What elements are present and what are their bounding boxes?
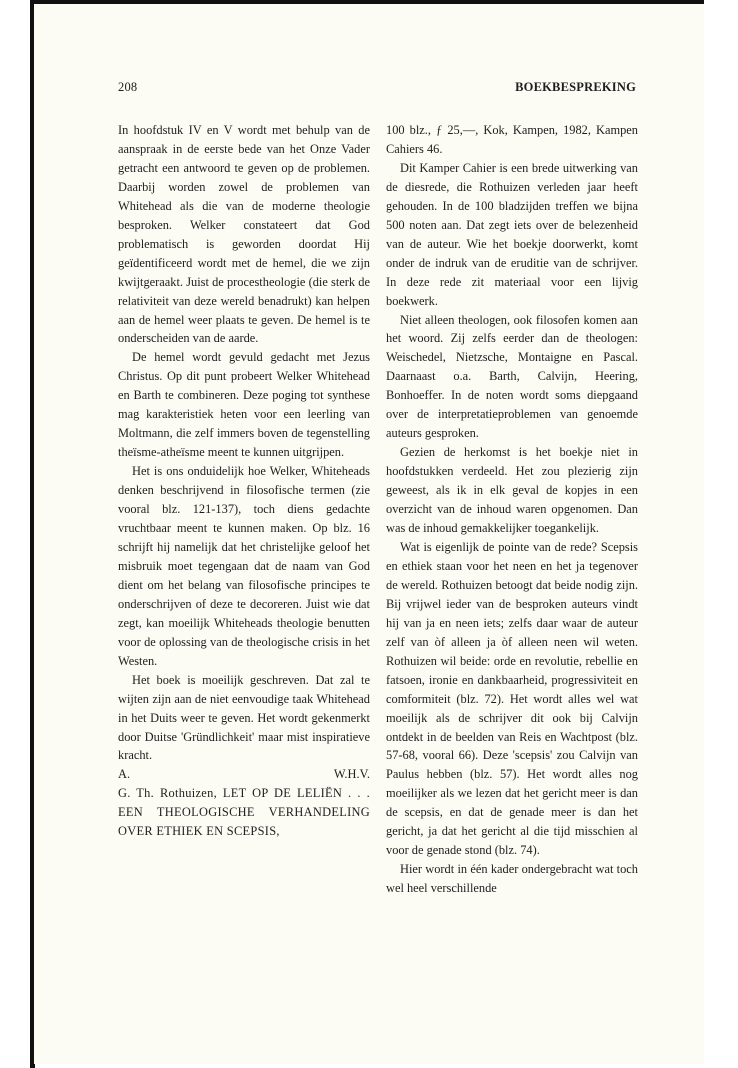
- right-column: [386, 121, 638, 898]
- paragraph: Gezien de herkomst is het boekje niet in hoofdstukken verdeeld. Het zou plezierig zijn geweest, als ik in elk geval de kopjes in een overzicht van de inhoud waren opgenomen. Dan was de inhoud gemakkelijker toegankelijk.: [386, 445, 638, 536]
- paragraph: Niet alleen theologen, ook filosofen komen aan het woord. Zij zelfs eerder dan de theologen: Weischedel, Nietzsche, Montaigne en Pascal. Daarnaast o.a. Barth, Calvijn, Heering, Bonhoeffer. In de noten wordt soms diepgaand over de interpretatieproblemen van genoemde auteurs gesproken.: [386, 312, 638, 441]
- review-heading-continuation: 100 blz., ƒ 25,—, Kok, Kampen, 1982, Kampen Cahiers 46.: [386, 123, 638, 156]
- paragraph: Dit Kamper Cahier is een brede uitwerking van de diesrede, die Rothuizen verleden jaar heeft gehouden. In de 100 bladzijden treffen we bijna 500 noten aan. Dat zegt iets over de belezenheid van de auteur. Wie het boekje doorwerkt, komt onder de indruk van de eruditie van de schrijver. In deze rede zit materiaal voor een lijvig boekwerk.: [386, 160, 638, 308]
- paragraph: De hemel wordt gevuld gedacht met Jezus Christus. Op dit punt probeert Welker Whitehead en Barth te combineren. Deze poging tot synthese mag karakteristiek heten voor een leerling van Moltmann, die zelf immers boven de tegenstelling theïsme-atheïsme meent te kunnen uitgrijpen.: [118, 350, 370, 460]
- page-number: 208: [118, 80, 138, 94]
- review-heading: G. Th. Rothuizen, LET OP DE LELIËN . . . EEN THEOLOGISCHE VERHANDELING OVER ETHIEK EN SCEPSIS,: [118, 786, 370, 839]
- running-head: BOEKBESPREKING: [515, 80, 636, 94]
- signature-author: W.H.V.: [333, 767, 370, 782]
- paragraph: Het boek is moeilijk geschreven. Dat zal te wijten zijn aan de niet eenvoudige taak Whitehead in het Duits weer te geven. Het wordt gekenmerkt door Duitse 'Gründlichkeit' maar mist inspiratieve kracht.: [118, 672, 370, 763]
- left-column: [118, 121, 370, 841]
- paragraph: Het is ons onduidelijk hoe Welker, Whiteheads denken beschrijvend in filosofische termen (zie vooral blz. 121-137), toch diens gedachte vruchtbaar meent te kunnen maken. Op blz. 16 schrijft hij namelijk dat het christelijke geloof het misbruik moet tegengaan dat de naam van God dient om het belang van filosofische principes te onderschrijven of deze te decoreren. Juist wie dat zegt, kan moeilijk Whiteheads theologie benutten voor de oplossing van de theologische crisis in het Westen.: [118, 464, 370, 668]
- signature-line: [118, 765, 370, 784]
- paragraph: In hoofdstuk IV en V wordt met behulp van de aanspraak in de eerste bede van het Onze Vader getracht een antwoord te geven op de problemen. Daarbij worden zowel de problemen van Whitehead als die van de moderne theologie besproken. Welker constateert dat God problematisch is geworden doordat Hij geïdentificeerd wordt met de hemel, die we zijn kwijtgeraakt. Juist de procestheologie (die sterk de relativiteit van deze wereld benadrukt) kan helpen aan de hemel weer plaats te geven. De hemel is te onderscheiden van de aarde.: [118, 123, 370, 346]
- paragraph: Hier wordt in één kader ondergebracht wat toch wel heel verschillende: [386, 862, 638, 896]
- paragraph: Wat is eigenlijk de pointe van de rede? Scepsis en ethiek staan voor het neen en het ja tegenover de wereld. Rothuizen betoogt dat beide nodig zijn. Bij vrijwel ieder van de besproken auteurs vindt hij van ja en neen iets; zelfs daar waar de auteur zelf van òf alleen ja òf alleen neen wil weten. Rothuizen wil beide: orde en revolutie, rebellie en fatsoen, ironie en dankbaarheid, progressiviteit en comformiteit (blz. 72). Het wordt alles wel wat moeilijk als de schrijver dit ook bij Calvijn ontdekt in de beelden van Reis en Wachtpost (blz. 57-68, vooral 66). Deze 'scepsis' zou Calvijn van Paulus hebben (blz. 57). Het wordt alles nog moeilijker als we lezen dat het gericht meer is dan de scepsis, en dat de genade meer is dan het gericht, ja dat het gericht al die tijd misschien al voor de genade stond (blz. 74).: [386, 539, 638, 858]
- signature-initial: A.: [118, 767, 131, 782]
